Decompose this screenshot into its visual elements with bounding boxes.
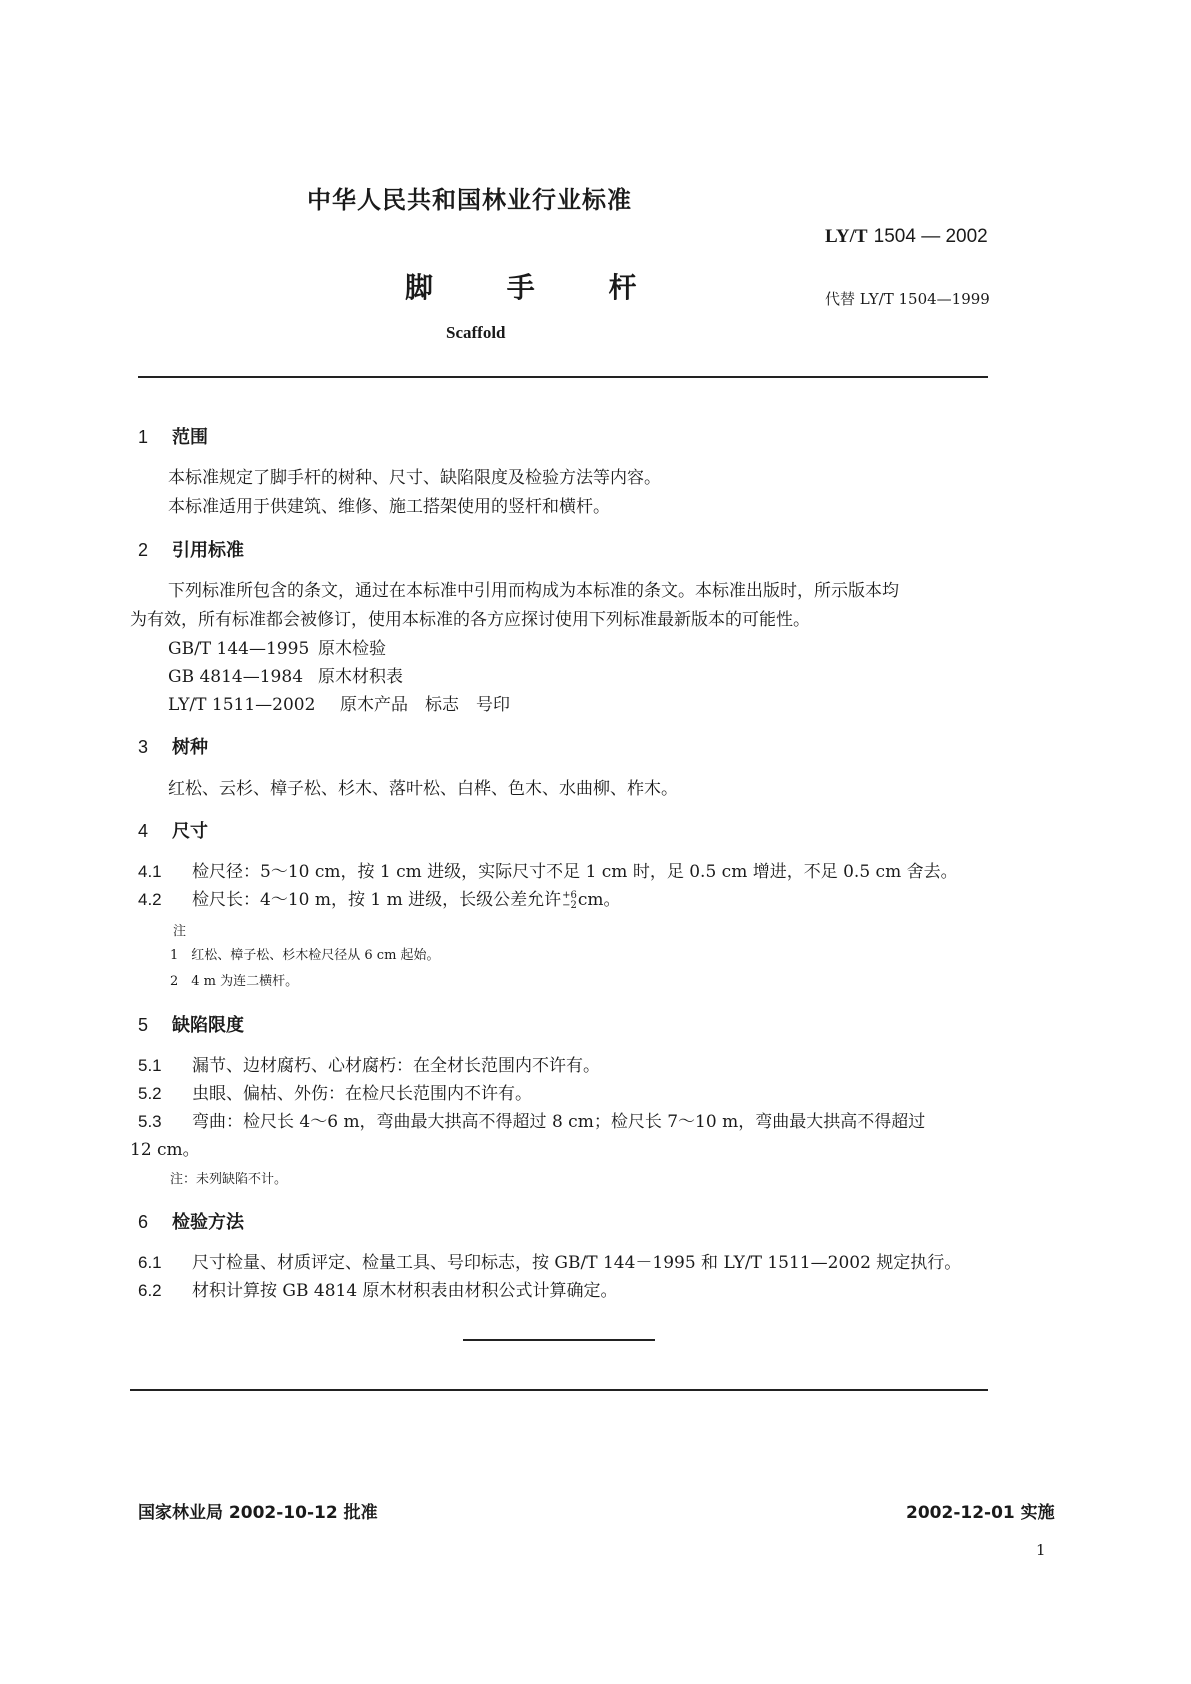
replaces-standard: 代替 LY/T 1504—1999	[825, 290, 990, 308]
reference-item	[168, 690, 510, 715]
clause-6-2	[138, 1276, 618, 1301]
section-4-heading	[138, 817, 208, 843]
clause-number: 6.2	[138, 1281, 162, 1300]
end-of-text-rule	[463, 1339, 655, 1341]
approval-date: 国家林业局 2002-10-12 批准	[138, 1503, 378, 1523]
section-title: 尺寸	[172, 821, 208, 842]
note-label: 注	[173, 924, 187, 939]
tolerance-plus: +6	[562, 889, 577, 901]
tolerance-minus: −2	[562, 899, 577, 911]
section-5-heading	[138, 1011, 244, 1037]
clause-text-unit: cm。	[577, 890, 621, 910]
reference-name: 原木产品 标志 号印	[340, 695, 510, 715]
clause-number: 4.1	[138, 862, 162, 881]
section-number: 3	[138, 737, 149, 757]
reference-code: LY/T 1511—2002	[168, 695, 316, 715]
section-title: 范围	[172, 427, 208, 448]
clause-number: 5.3	[138, 1112, 162, 1131]
section-title: 引用标准	[172, 540, 244, 561]
reference-code: GB/T 144—1995	[168, 639, 310, 659]
section-2-para-line-1: 下列标准所包含的条文，通过在本标准中引用而构成为本标准的条文。本标准出版时，所示版本均	[168, 581, 899, 601]
clause-6-1	[138, 1248, 961, 1273]
page-number: 1	[1036, 1541, 1046, 1559]
document-title: 脚 手 杆	[405, 271, 657, 304]
section-3-para: 红松、云杉、樟子松、杉木、落叶松、白桦、色木、水曲柳、柞木。	[168, 779, 678, 799]
clause-4-2	[138, 885, 621, 911]
section-title: 树种	[172, 737, 208, 758]
section-number: 2	[138, 540, 149, 560]
section-3-heading	[138, 733, 208, 759]
note-item: 注：未列缺陷不计。	[170, 1172, 288, 1187]
clause-4-1	[138, 857, 958, 882]
clause-5-3	[138, 1107, 925, 1132]
length-tolerance	[562, 891, 577, 911]
note-item: 1 红松、樟子松、杉木检尺径从 6 cm 起始。	[170, 948, 440, 963]
clause-text: 弯曲：检尺长 4～6 m，弯曲最大拱高不得超过 8 cm；检尺长 7～10 m，弯曲最大拱高不得超过	[192, 1112, 926, 1132]
effective-date: 2002-12-01 实施	[906, 1503, 1055, 1523]
section-number: 4	[138, 821, 149, 841]
standard-code-number: 1504 — 2002	[873, 226, 988, 247]
clause-number: 4.2	[138, 890, 162, 909]
clause-text: 虫眼、偏枯、外伤：在检尺长范围内不许有。	[192, 1084, 532, 1104]
standard-code-prefix: LY/T	[825, 226, 868, 247]
section-number: 1	[138, 427, 149, 447]
clause-number: 5.2	[138, 1084, 162, 1103]
reference-item	[168, 634, 386, 659]
section-2-para-line-2: 为有效，所有标准都会被修订，使用本标准的各方应探讨使用下列标准最新版本的可能性。	[130, 610, 810, 630]
document-title-english: Scaffold	[446, 323, 506, 342]
section-2-heading	[138, 536, 244, 562]
section-title: 检验方法	[172, 1212, 244, 1233]
section-1-para-2: 本标准适用于供建筑、维修、施工搭架使用的竖杆和横杆。	[168, 497, 610, 517]
section-1-heading	[138, 423, 208, 449]
clause-text: 漏节、边材腐朽、心材腐朽：在全材长范围内不许有。	[192, 1056, 600, 1076]
section-number: 5	[138, 1015, 149, 1035]
standard-org-title: 中华人民共和国林业行业标准	[307, 186, 632, 214]
section-6-heading	[138, 1208, 244, 1234]
standard-code	[825, 225, 988, 248]
section-number: 6	[138, 1212, 149, 1232]
clause-number: 6.1	[138, 1253, 162, 1272]
note-item: 2 4 m 为连二横杆。	[170, 974, 299, 989]
clause-text: 尺寸检量、材质评定、检量工具、号印标志，按 GB/T 144－1995 和 LY/T 1511—2002 规定执行。	[192, 1253, 962, 1273]
footer-divider	[130, 1389, 988, 1391]
header-divider	[138, 376, 988, 378]
reference-item	[168, 662, 403, 687]
reference-code: GB 4814—1984	[168, 667, 304, 687]
clause-text: 检尺径：5～10 cm，按 1 cm 进级，实际尺寸不足 1 cm 时，足 0.5 cm 增进，不足 0.5 cm 舍去。	[192, 862, 958, 882]
clause-text: 材积计算按 GB 4814 原木材积表由材积公式计算确定。	[192, 1281, 618, 1301]
reference-name: 原木材积表	[318, 667, 403, 687]
section-title: 缺陷限度	[172, 1015, 244, 1036]
clause-number: 5.1	[138, 1056, 162, 1075]
clause-5-3-continued: 12 cm。	[130, 1140, 200, 1160]
clause-5-2	[138, 1079, 532, 1104]
reference-name: 原木检验	[318, 639, 386, 659]
clause-5-1	[138, 1051, 600, 1076]
clause-text: 检尺长：4～10 m，按 1 m 进级，长级公差允许	[192, 890, 562, 910]
section-1-para-1: 本标准规定了脚手杆的树种、尺寸、缺陷限度及检验方法等内容。	[168, 468, 661, 488]
